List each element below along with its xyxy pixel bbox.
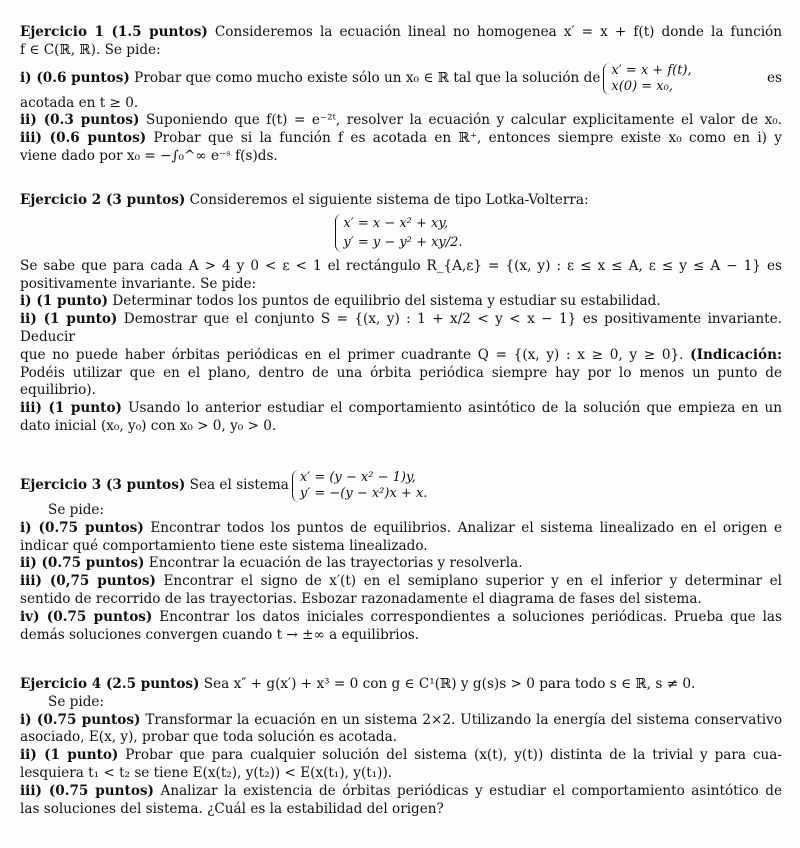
ex2-system-eq-2: y′ = y − y² + xy/2.: [343, 234, 463, 250]
ex2-line-2: Se sabe que para cada A > 4 y 0 < ε < 1 el rectángulo R_{A,ε} = {(x, y) : ε ≤ x ≤ A, ε ≤ y ≤ A − 1} es: [20, 257, 782, 274]
ex2-line-7: Podéis utilizar que en el plano, dentro de una órbita periódica siempre hay por lo menos un punto de: [20, 364, 782, 381]
ex3-line-3: i) (0.75 puntos) Encontrar todos los puntos de equilibrios. Analizar el sistema linealizado en el origen e: [20, 519, 782, 536]
ex4-line-7: iii) (0.75 puntos) Analizar la existencia de órbitas periódicas y estudiar el comportamiento asintótico de: [20, 782, 782, 799]
exercise-2: [20, 192, 782, 436]
ex1-line-6: iii) (0.6 puntos) Probar que si la función f es acotada en ℝ⁺, entonces siempre existe x₀ como en i) y: [20, 130, 782, 147]
ex3-system-eq-2: y′ = −(y − x²)x + x.: [299, 486, 428, 501]
ex2-lotka-volterra-system: [335, 214, 466, 252]
ex4-line-5: ii) (1 punto) Probar que para cualquier solución del sistema (x(t), y(t)) distinta de la trivial y para cua-: [20, 747, 782, 764]
ex3-line-1: [20, 470, 782, 502]
ex4-line-8: las soluciones del sistema. ¿Cuál es la estabilidad del origen?: [20, 800, 444, 817]
ex1-line-4: acotada en t ≥ 0.: [20, 94, 139, 111]
ex1-line-1: Ejercicio 1 (1.5 puntos) Consideremos la ecuación lineal no homogenea x′ = x + f(t) donde la función: [20, 24, 782, 40]
ex1-system-eq-2: x(0) = x₀,: [611, 78, 673, 94]
ex1-line-2: f ∈ C(ℝ, ℝ). Se pide:: [20, 41, 161, 58]
ex3-line-1-text: Ejercicio 3 (3 puntos) Sea el sistema: [20, 477, 289, 494]
ex1-initial-value-system: [603, 63, 695, 95]
ex1-line-3: [20, 63, 782, 95]
ex2-line-6: que no puede haber órbitas periódicas en el primer cuadrante Q = {(x, y) : x ≥ 0, y ≥ 0}. (Indicación:: [20, 346, 782, 363]
ex4-line-6: lesquiera t₁ < t₂ se tiene E(x(t₂), y(t₂)) < E(x(t₁), y(t₁)).: [20, 764, 393, 781]
ex3-line-7: sentido de recorrido de las trayectorias. Esbozar razonadamente el diagrama de fases del sistema.: [20, 590, 702, 607]
ex2-line-8: equilibrio).: [20, 382, 96, 399]
ex3-line-8: iv) (0.75 puntos) Encontrar los datos iniciales correspondientes a soluciones periódicas. Prueba que las: [20, 608, 782, 625]
ex2-line-5: ii) (1 punto) Demostrar que el conjunto S = {(x, y) : 1 + x/2 < y < x − 1} es positivamente invariante. Deducir: [20, 311, 782, 345]
ex3-line-6: iii) (0,75 puntos) Encontrar el signo de x′(t) en el semiplano superior y en el inferior y determinar el: [20, 573, 782, 590]
ex1-line-7: viene dado por x₀ = −∫₀^∞ e⁻ˢ f(s)ds.: [20, 147, 278, 164]
ex4-line-1: Ejercicio 4 (2.5 puntos) Sea x″ + g(x′) + x³ = 0 con g ∈ C¹(ℝ) y g(s)s > 0 para todo s ∈ ℝ, s ≠ 0.: [20, 676, 696, 692]
ex2-line-1: Ejercicio 2 (3 puntos) Consideremos el siguiente sistema de tipo Lotka-Volterra:: [20, 192, 589, 208]
ex2-line-4: i) (1 punto) Determinar todos los puntos de equilibrio del sistema y estudiar su estabilidad.: [20, 293, 661, 310]
ex1-line-3-tail: es: [766, 69, 782, 86]
exercise-3: [20, 470, 782, 644]
ex1-line-3-text: i) (0.6 puntos) Probar que como mucho existe sólo un x₀ ∈ ℝ tal que la solución de: [20, 69, 601, 86]
ex1-line-5: ii) (0.3 puntos) Suponiendo que f(t) = e⁻²ᵗ, resolver la ecuación y calcular explicitamente el valor de x₀.: [20, 112, 782, 129]
ex2-line-9: iii) (1 punto) Usando lo anterior estudiar el comportamiento asintótico de la solución que empieza en un: [20, 400, 782, 417]
ex2-line-3: positivamente invariante. Se pide:: [20, 275, 257, 292]
ex4-line-4: asociado, E(x, y), probar que toda solución es acotada.: [20, 729, 398, 746]
ex2-line-10: dato inicial (x₀, y₀) con x₀ > 0, y₀ > 0.: [20, 417, 277, 434]
ex3-line-2: Se pide:: [48, 502, 105, 518]
exercise-1: [20, 24, 782, 166]
ex1-system-eq-1: x′ = x + f(t),: [611, 62, 692, 78]
ex3-system-eq-1: x′ = (y − x² − 1)y,: [299, 470, 416, 485]
exercise-4: [20, 676, 782, 818]
ex3-line-9: demás soluciones convergen cuando t → ±∞ a equilibrios.: [20, 626, 420, 643]
ex2-system-eq-1: x′ = x − x² + xy,: [343, 215, 449, 231]
ex2-system-block: [20, 214, 782, 252]
ex3-system: [292, 470, 432, 502]
ex4-line-3: i) (0.75 puntos) Transformar la ecuación en un sistema 2×2. Utilizando la energía del sistema conservativo: [20, 711, 782, 728]
ex3-line-4: indicar qué comportamiento tiene este sistema linealizado.: [20, 537, 428, 554]
ex3-line-5: ii) (0.75 puntos) Encontrar la ecuación de las trayectorias y resolverla.: [20, 555, 523, 572]
ex4-line-2: Se pide:: [48, 693, 105, 710]
